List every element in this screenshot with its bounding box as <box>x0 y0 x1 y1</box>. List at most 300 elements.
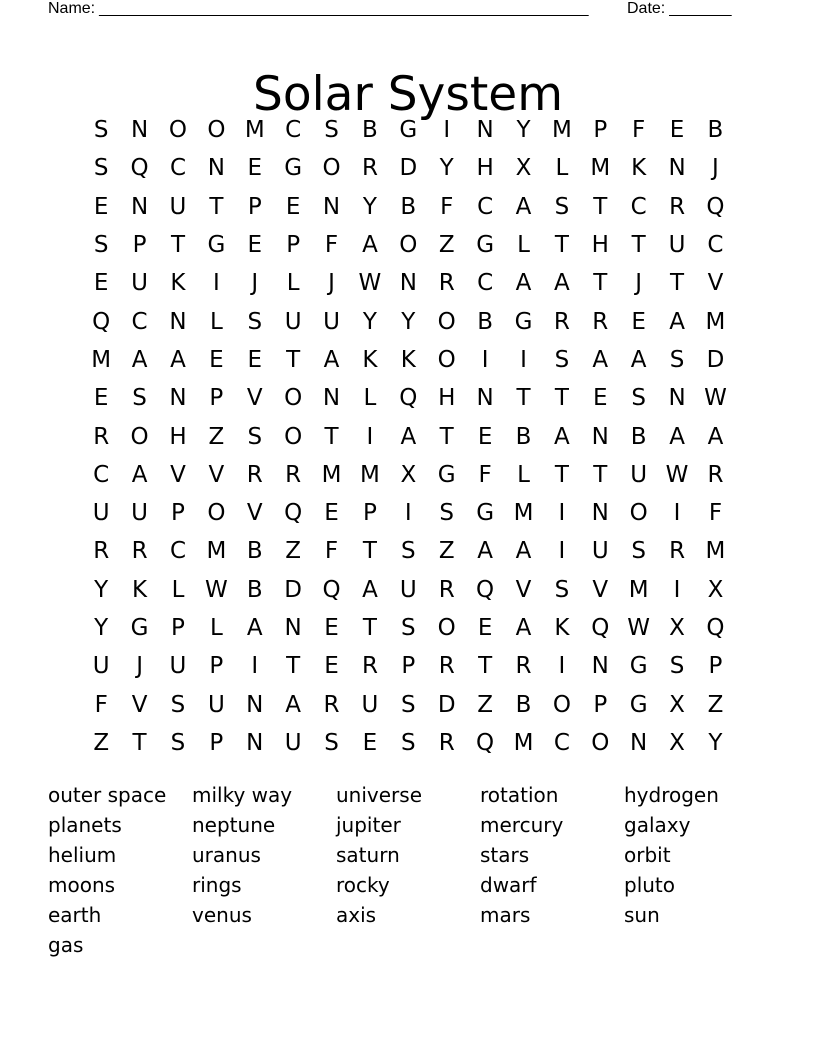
grid-letter: Z <box>93 729 110 756</box>
grid-letter: N <box>130 193 149 220</box>
grid-letter: G <box>399 117 418 144</box>
grid-letter: U <box>668 232 686 259</box>
grid-letter: B <box>362 117 378 144</box>
grid-letter: C <box>285 117 302 144</box>
grid-letter: W <box>627 615 651 641</box>
grid-letter: N <box>476 385 494 412</box>
word-list-item: neptune <box>192 813 276 837</box>
grid-letter: L <box>555 155 569 182</box>
grid-letter: R <box>438 729 455 756</box>
grid-letter: Q <box>284 500 303 527</box>
grid-letter: V <box>592 576 609 603</box>
word-list-item: planets <box>48 813 122 837</box>
grid-letter: G <box>476 232 495 259</box>
grid-letter: B <box>515 423 532 450</box>
grid-letter: T <box>478 653 493 680</box>
grid-letter: D <box>706 346 725 373</box>
word-list-item: orbit <box>624 843 671 867</box>
grid-letter: E <box>93 270 109 297</box>
grid-letter: Y <box>362 308 377 335</box>
word-list-item: rocky <box>336 873 390 897</box>
grid-letter: V <box>246 385 263 412</box>
page-title: Solar System <box>253 67 563 123</box>
grid-letter: T <box>362 538 377 565</box>
grid-letter: I <box>404 500 412 527</box>
grid-letter: C <box>553 729 570 756</box>
grid-letter: N <box>322 385 341 412</box>
grid-letter: R <box>93 423 110 450</box>
word-list-item: gas <box>48 933 84 957</box>
grid-letter: E <box>285 193 301 220</box>
word-list-item: saturn <box>336 843 400 867</box>
grid-letter: O <box>437 308 456 335</box>
grid-letter: N <box>169 308 187 335</box>
grid-letter: E <box>631 308 646 335</box>
grid-letter: K <box>554 615 570 641</box>
grid-letter: S <box>170 729 186 756</box>
grid-letter: G <box>437 461 456 488</box>
word-list-item: uranus <box>192 843 261 867</box>
grid-letter: N <box>630 729 648 756</box>
grid-letter: A <box>554 270 570 297</box>
grid-letter: T <box>593 193 608 220</box>
grid-letter: Y <box>94 615 109 641</box>
word-list-item: milky way <box>192 783 293 807</box>
grid-letter: O <box>168 117 188 144</box>
grid-letter: M <box>551 117 572 144</box>
grid-letter: J <box>136 653 143 680</box>
grid-letter: R <box>592 308 609 335</box>
grid-letter: I <box>366 423 374 450</box>
word-list-item: mars <box>480 903 531 927</box>
grid-letter: E <box>669 117 685 144</box>
grid-letter: T <box>286 346 301 373</box>
grid-letter: O <box>437 346 456 373</box>
word-list-item: outer space <box>48 783 167 807</box>
grid-letter: E <box>593 385 608 412</box>
grid-letter: M <box>206 538 227 565</box>
grid-letter: D <box>399 155 418 182</box>
grid-letter: F <box>440 193 454 220</box>
grid-letter: A <box>477 538 493 565</box>
grid-letter: S <box>93 232 109 259</box>
grid-letter: P <box>708 653 723 680</box>
grid-letter: M <box>513 729 534 756</box>
grid-letter: N <box>668 155 686 182</box>
grid-letter: N <box>399 270 417 297</box>
grid-letter: O <box>399 232 418 259</box>
grid-letter: I <box>673 576 681 603</box>
grid-letter: R <box>323 691 340 718</box>
grid-letter: P <box>209 385 224 412</box>
grid-letter: M <box>705 308 726 335</box>
grid-letter: P <box>286 232 301 259</box>
grid-letter: P <box>593 691 608 718</box>
grid-letter: V <box>246 500 263 527</box>
word-list-item: galaxy <box>624 813 691 837</box>
grid-letter: X <box>400 461 417 488</box>
grid-letter: S <box>93 155 109 182</box>
word-list-item: helium <box>48 843 117 867</box>
date-blank-line: _______ <box>669 0 732 17</box>
grid-letter: U <box>284 308 302 335</box>
grid-letter: S <box>554 193 570 220</box>
grid-letter: V <box>208 461 225 488</box>
word-list-item: rings <box>192 873 242 897</box>
grid-letter: Q <box>130 155 149 182</box>
grid-letter: Q <box>476 729 495 756</box>
grid-letter: L <box>171 576 185 603</box>
word-list-item: pluto <box>624 873 676 897</box>
grid-letter: T <box>670 270 685 297</box>
grid-letter: X <box>669 615 685 641</box>
grid-letter: G <box>514 308 533 335</box>
grid-letter: A <box>362 232 378 259</box>
grid-letter: A <box>592 346 609 373</box>
grid-letter: U <box>399 576 417 603</box>
grid-letter: T <box>516 385 531 412</box>
grid-letter: N <box>591 423 609 450</box>
word-list <box>48 780 768 960</box>
grid-letter: M <box>513 500 534 527</box>
grid-letter: A <box>170 346 186 373</box>
grid-letter: U <box>92 653 110 680</box>
grid-letter: V <box>707 270 724 297</box>
grid-letter: R <box>438 653 455 680</box>
grid-letter: W <box>358 270 382 297</box>
grid-letter: T <box>286 653 301 680</box>
grid-letter: A <box>515 193 532 220</box>
grid-letter: V <box>170 461 186 488</box>
grid-letter: E <box>477 615 493 641</box>
grid-letter: J <box>328 270 335 297</box>
grid-letter: P <box>132 232 147 259</box>
grid-letter: A <box>669 308 685 335</box>
grid-letter: L <box>209 308 223 335</box>
grid-letter: R <box>361 155 378 182</box>
grid-letter: N <box>246 729 264 756</box>
grid-letter: Z <box>285 538 302 565</box>
grid-letter: X <box>669 691 685 718</box>
grid-letter: R <box>131 538 148 565</box>
grid-letter: S <box>401 538 416 565</box>
grid-letter: V <box>131 691 148 718</box>
grid-letter: G <box>130 615 149 641</box>
grid-letter: A <box>131 346 148 373</box>
grid-letter: Y <box>708 729 723 756</box>
word-list-item: mercury <box>480 813 564 837</box>
grid-letter: I <box>481 346 489 373</box>
grid-letter: T <box>593 461 608 488</box>
grid-letter: X <box>515 155 532 182</box>
grid-letter: B <box>515 691 532 718</box>
grid-letter: S <box>324 117 339 144</box>
grid-letter: E <box>362 729 378 756</box>
grid-letter: H <box>476 155 494 182</box>
grid-letter: U <box>591 538 609 565</box>
grid-letter: H <box>591 232 609 259</box>
grid-letter: M <box>590 155 611 182</box>
grid-letter: R <box>669 538 686 565</box>
grid-letter: F <box>708 500 723 527</box>
word-list-item: hydrogen <box>624 783 719 807</box>
grid-letter: A <box>515 615 532 641</box>
word-list-item: venus <box>192 903 252 927</box>
grid-letter: C <box>131 308 148 335</box>
grid-letter: N <box>284 615 302 641</box>
grid-letter: S <box>324 729 339 756</box>
grid-letter: W <box>704 385 727 412</box>
grid-letter: Q <box>476 576 495 603</box>
grid-letter: T <box>362 615 377 641</box>
grid-letter: U <box>131 500 148 527</box>
word-list-item: rotation <box>480 783 559 807</box>
grid-letter: T <box>554 385 569 412</box>
word-list-item: universe <box>336 783 422 807</box>
grid-letter: A <box>630 346 647 373</box>
grid-letter: Y <box>401 308 416 335</box>
grid-letter: U <box>207 691 225 718</box>
grid-letter: U <box>361 691 379 718</box>
grid-letter: A <box>669 423 685 450</box>
grid-letter: P <box>247 193 262 220</box>
grid-letter: M <box>321 461 342 488</box>
grid-letter: R <box>93 538 110 565</box>
grid-letter: N <box>169 385 187 412</box>
grid-letter: T <box>631 232 646 259</box>
grid-letter: K <box>132 576 148 603</box>
grid-letter: T <box>324 423 339 450</box>
grid-letter: F <box>632 117 646 144</box>
grid-letter: A <box>323 346 340 373</box>
grid-letter: U <box>323 308 340 335</box>
grid-letter: L <box>209 615 223 641</box>
grid-letter: T <box>554 461 569 488</box>
grid-letter: C <box>477 270 494 297</box>
grid-letter: N <box>322 193 341 220</box>
grid-letter: R <box>438 270 455 297</box>
grid-letter: O <box>629 500 648 527</box>
grid-letter: Q <box>399 385 418 412</box>
grid-letter: N <box>591 653 609 680</box>
grid-letter: B <box>630 423 647 450</box>
grid-letter: Q <box>591 615 610 641</box>
grid-letter: J <box>712 155 719 182</box>
grid-letter: A <box>246 615 263 641</box>
grid-letter: C <box>477 193 494 220</box>
grid-letter: F <box>478 461 492 488</box>
grid-letter: M <box>244 117 265 144</box>
grid-letter: M <box>360 461 380 488</box>
grid-letter: F <box>324 538 339 565</box>
grid-letter: R <box>669 193 686 220</box>
grid-letter: O <box>322 155 341 182</box>
grid-letter: N <box>246 691 264 718</box>
grid-letter: Q <box>706 193 725 220</box>
grid-letter: Q <box>92 308 111 335</box>
grid-letter: A <box>707 423 724 450</box>
grid-letter: T <box>170 232 185 259</box>
grid-letter: O <box>130 423 149 450</box>
grid-letter: S <box>554 346 570 373</box>
grid-letter: G <box>629 691 648 718</box>
grid-letter: R <box>553 308 570 335</box>
grid-letter: N <box>207 155 225 182</box>
grid-letter: O <box>552 691 571 718</box>
grid-letter: I <box>558 653 566 680</box>
grid-letter: Y <box>516 117 531 144</box>
grid-letter: A <box>285 691 302 718</box>
grid-letter: G <box>476 500 495 527</box>
grid-letter: U <box>169 653 187 680</box>
grid-letter: E <box>324 653 339 680</box>
grid-letter: Z <box>707 691 724 718</box>
grid-letter: D <box>437 691 456 718</box>
grid-letter: R <box>361 653 378 680</box>
grid-letter: J <box>251 270 259 297</box>
grid-letter: S <box>247 423 263 450</box>
worksheet-header <box>48 0 740 20</box>
grid-letter: B <box>400 193 417 220</box>
grid-letter: N <box>591 500 609 527</box>
grid-letter: S <box>439 500 455 527</box>
grid-letter: F <box>94 691 108 718</box>
word-list-item: axis <box>336 903 377 927</box>
grid-letter: M <box>628 576 649 603</box>
grid-letter: E <box>324 500 339 527</box>
grid-letter: K <box>400 346 416 373</box>
grid-letter: S <box>93 117 109 144</box>
grid-letter: C <box>93 461 110 488</box>
word-list-item: sun <box>624 903 660 927</box>
grid-letter: E <box>324 615 339 641</box>
grid-letter: Z <box>477 691 493 718</box>
name-blank-line: _______________________________________________________ <box>99 0 589 17</box>
grid-letter: Y <box>439 155 454 182</box>
grid-letter: T <box>554 232 569 259</box>
grid-letter: E <box>93 385 109 412</box>
grid-letter: T <box>439 423 454 450</box>
grid-letter: W <box>665 461 689 488</box>
grid-letter: R <box>515 653 532 680</box>
grid-letter: P <box>593 117 608 144</box>
word-list-item: earth <box>48 903 102 927</box>
grid-letter: L <box>517 461 530 488</box>
grid-letter: E <box>247 346 263 373</box>
grid-letter: X <box>669 729 685 756</box>
grid-letter: P <box>362 500 377 527</box>
grid-letter: C <box>707 232 724 259</box>
grid-letter: A <box>554 423 570 450</box>
grid-letter: Q <box>322 576 341 603</box>
grid-letter: K <box>170 270 186 297</box>
grid-letter: N <box>476 117 494 144</box>
grid-letter: O <box>284 385 303 412</box>
grid-letter: C <box>169 155 186 182</box>
grid-letter: H <box>169 423 187 450</box>
grid-letter: N <box>130 117 149 144</box>
grid-letter: S <box>401 691 416 718</box>
word-list-item: moons <box>48 873 116 897</box>
grid-letter: R <box>438 576 455 603</box>
grid-letter: P <box>209 729 224 756</box>
grid-letter: I <box>558 500 566 527</box>
grid-letter: A <box>400 423 417 450</box>
grid-letter: E <box>93 193 109 220</box>
date-field <box>627 0 732 18</box>
grid-letter: R <box>246 461 263 488</box>
grid-letter: L <box>363 385 377 412</box>
grid-letter: T <box>593 270 608 297</box>
grid-letter: S <box>669 653 685 680</box>
grid-letter: A <box>515 538 532 565</box>
grid-letter: Y <box>94 576 109 603</box>
grid-letter: B <box>477 308 493 335</box>
grid-letter: S <box>669 346 685 373</box>
grid-letter: T <box>132 729 147 756</box>
grid-letter: U <box>630 461 648 488</box>
grid-letter: P <box>401 653 416 680</box>
grid-letter: A <box>362 576 378 603</box>
grid-letter: I <box>558 538 566 565</box>
grid-letter: I <box>251 653 259 680</box>
grid-letter: S <box>401 729 416 756</box>
grid-letter: B <box>246 576 263 603</box>
grid-letter: R <box>285 461 302 488</box>
grid-letter: G <box>629 653 648 680</box>
grid-letter: D <box>284 576 302 603</box>
grid-letter: S <box>170 691 186 718</box>
grid-letter: P <box>171 615 185 641</box>
word-list-item: jupiter <box>336 813 401 837</box>
grid-letter: K <box>362 346 378 373</box>
grid-letter: E <box>247 232 263 259</box>
grid-letter: G <box>284 155 303 182</box>
grid-letter: X <box>707 576 724 603</box>
name-field <box>48 0 623 18</box>
grid-letter: B <box>246 538 263 565</box>
grid-letter: S <box>401 615 416 641</box>
grid-letter: R <box>707 461 724 488</box>
grid-letter: G <box>207 232 226 259</box>
grid-letter: J <box>635 270 643 297</box>
grid-letter: N <box>668 385 686 412</box>
grid-letter: O <box>437 615 456 641</box>
grid-letter: M <box>705 538 726 565</box>
grid-letter: U <box>169 193 187 220</box>
grid-letter: V <box>515 576 532 603</box>
grid-letter: A <box>131 461 148 488</box>
grid-letter: Z <box>438 538 455 565</box>
grid-letter: U <box>284 729 302 756</box>
word-list-item: stars <box>480 843 530 867</box>
grid-letter: I <box>212 270 220 297</box>
grid-letter: P <box>171 500 185 527</box>
grid-letter: K <box>631 155 647 182</box>
grid-letter: O <box>207 117 226 144</box>
grid-letter: H <box>438 385 456 412</box>
grid-letter: S <box>247 308 263 335</box>
grid-letter: T <box>209 193 224 220</box>
grid-letter: Z <box>438 232 455 259</box>
grid-letter: I <box>673 500 681 527</box>
grid-letter: S <box>631 385 646 412</box>
date-label: Date: <box>627 0 666 17</box>
grid-letter: Q <box>706 615 725 641</box>
grid-letter: S <box>132 385 147 412</box>
grid-letter: O <box>591 729 610 756</box>
word-list-item: dwarf <box>480 873 537 897</box>
